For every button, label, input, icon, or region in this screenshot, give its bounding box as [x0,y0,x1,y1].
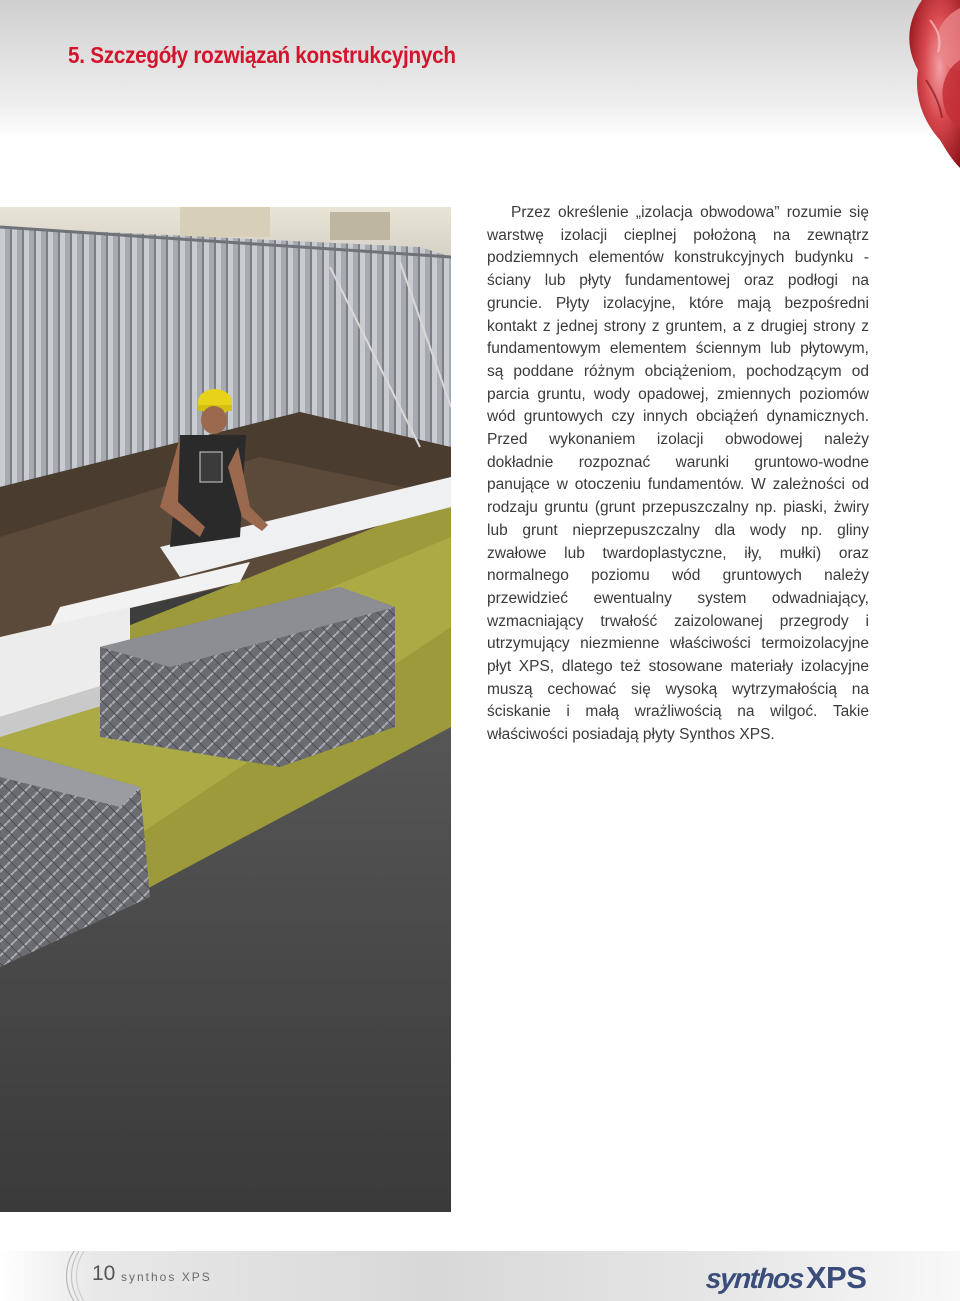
arcs-decoration-icon [54,1251,94,1301]
rose-decoration [860,0,960,170]
logo-xps-text: XPS [805,1260,867,1295]
body-paragraph: Przez określenie „izolacja obwodowa” rozumie się warstwę izolacji cieplnej położoną na zewnątrz podziemnych elementów konstrukcyjnych budynku - ściany lub płyty fundamentowej oraz podłogi na gruncie. Płyty izolacyjne, które mają bezpośredni kontakt z jednej strony z gruntem, a z drugiej strony z fundamentowym elementem ściennym lub płytowym, są poddane różnym obciążeniom, pochodzącym od parcia gruntu, wody opadowej, zmiennych poziomów wód gruntowych czy innych obciążeń dynamicznych. Przed wykonaniem izolacji obwodowej należy dokładnie rozpoznać warunki gruntowo-wodne panujące w otoczeniu fundamentów. W zależności od rodzaju gruntu (grunt przepuszczalny np. piaski, żwiry lub grunt nieprzepuszczalny dla wody np. gliny zwałowe lub twardoplastyczne, iły, mułki) oraz normalnego poziomu wód gruntowych należy przewidzieć ewentualny system odwadniający, wzmacniający trwałość zaizolowanej przegrody i utrzymujący niezmienne właściwości termoizolacyjne płyt XPS, dlatego też stosowane materiały izolacyjne muszą cechować się wysoką wytrzymałością na ściskanie i małą wrażliwością na wilgoć. Takie właściwości posiadają płyty Synthos XPS. [487,204,869,744]
construction-photo [0,207,451,1212]
page-title: 5. Szczegóły rozwiązań konstrukcyjnych [68,42,456,68]
construction-photo-illustration [0,207,451,1212]
rose-icon [860,0,960,170]
logo-synthos-text: synthos [704,1263,804,1294]
page-footer [0,1251,960,1301]
synthos-xps-logo [706,1260,866,1294]
footer-brand-text: synthos XPS [121,1270,212,1284]
page-header [0,0,960,138]
page-number: 10 [92,1262,116,1285]
